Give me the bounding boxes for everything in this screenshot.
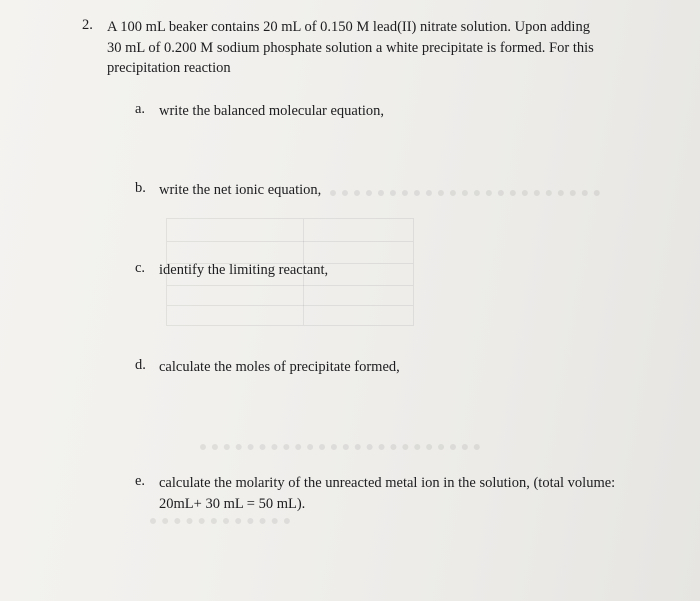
part-letter: c.	[135, 260, 146, 276]
question-stem-line: 30 mL of 0.200 M sodium phosphate solution a white precipitate is formed. For this	[107, 39, 594, 56]
question-stem-line: A 100 mL beaker contains 20 mL of 0.150 M lead(II) nitrate solution. Upon adding	[107, 19, 590, 35]
part-letter: a.	[135, 101, 146, 117]
question-stem	[107, 17, 637, 79]
part-text	[159, 180, 321, 201]
question-number: 2.	[82, 17, 93, 33]
part-text	[159, 101, 384, 122]
part-text-line: calculate the molarity of the unreacted metal ion in the solution, (total volume:	[159, 475, 616, 491]
part-text-line: write the net ionic equation,	[159, 182, 322, 198]
question-stem-line: precipitation reaction	[107, 60, 231, 76]
part-text	[159, 473, 615, 514]
part-text-line: 20mL+ 30 mL = 50 mL).	[159, 495, 306, 512]
part-text-line: identify the limiting reactant,	[159, 262, 329, 278]
part-text	[159, 357, 400, 378]
bleed-through-text	[330, 186, 600, 202]
part-letter: d.	[135, 357, 146, 373]
bleed-through-text	[150, 514, 290, 530]
part-letter: b.	[135, 180, 146, 196]
part-text	[159, 260, 328, 281]
part-text-line: calculate the moles of precipitate formed,	[159, 359, 400, 375]
part-text-line: write the balanced molecular equation,	[159, 103, 385, 119]
bleed-through-text	[200, 440, 480, 456]
part-letter: e.	[135, 473, 146, 489]
